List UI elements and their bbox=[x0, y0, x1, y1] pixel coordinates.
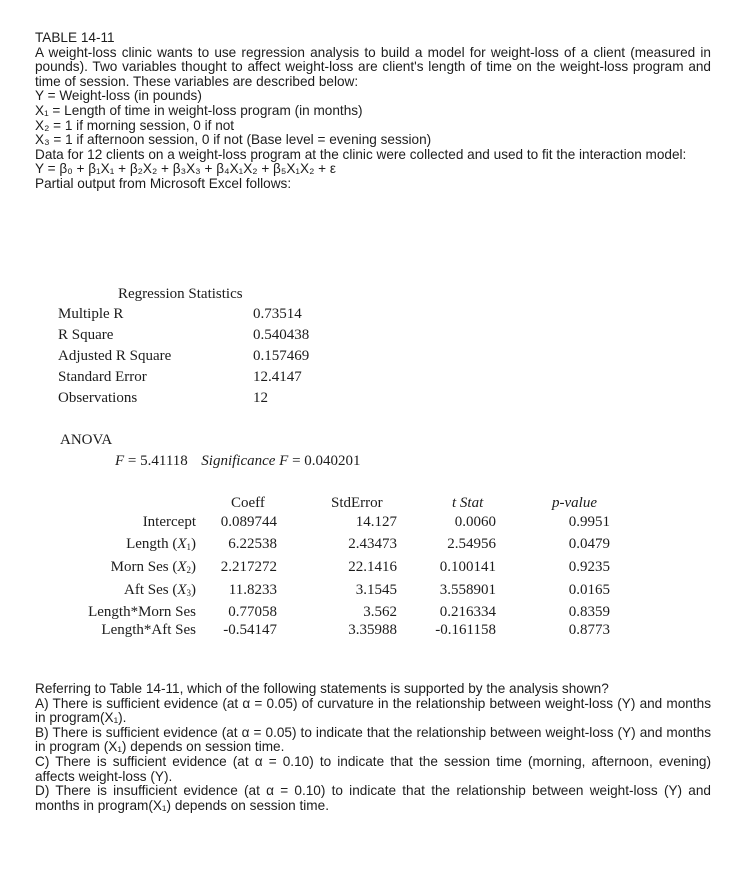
option-b: B) There is sufficient evidence (at α = 0.05) to indicate that the relationship between weight-loss (Y) and months in program (X₁) depends on session time. bbox=[35, 724, 711, 755]
option-a: A) There is sufficient evidence (at α = 0.05) of curvature in the relationship between weight-loss (Y) and months in program(X₁). bbox=[35, 695, 711, 726]
stat-label: Multiple R bbox=[58, 306, 124, 322]
cell-p-value: 0.8773 bbox=[568, 622, 610, 638]
cell-coeff: -0.54147 bbox=[223, 622, 277, 638]
cell-t-stat: 2.54956 bbox=[447, 536, 496, 552]
stat-value: 0.73514 bbox=[253, 306, 302, 322]
cell-coeff: 6.22538 bbox=[228, 536, 277, 552]
cell-t-stat: 3.558901 bbox=[439, 582, 496, 598]
stat-value: 12 bbox=[253, 390, 268, 406]
cell-stderror: 2.43473 bbox=[348, 536, 397, 552]
variable-x2: X₂ = 1 if morning session, 0 if not bbox=[35, 117, 235, 133]
cell-stderror: 3.35988 bbox=[348, 622, 397, 638]
header-t-stat: t Stat bbox=[452, 495, 484, 511]
cell-t-stat: 0.0060 bbox=[454, 514, 496, 530]
table-description: A weight-loss clinic wants to use regression analysis to build a model for weight-loss of a client (measured in pounds). Two variables thought to affect weight-loss are client's length of time on the weight-loss program and time of session. These variables are described below: bbox=[35, 44, 711, 89]
regression-statistics-header: Regression Statistics bbox=[118, 286, 243, 302]
question-stem: Referring to Table 14-11, which of the following statements is supported by the analysis shown? bbox=[35, 681, 609, 696]
cell-t-stat: 0.216334 bbox=[439, 604, 496, 620]
cell-coeff: 0.77058 bbox=[228, 604, 277, 620]
option-c: C) There is sufficient evidence (at α = 0.10) to indicate that the session time (morning, afternoon, evening) affects weight-loss (Y). bbox=[35, 753, 711, 784]
header-p-value: p-value bbox=[552, 495, 597, 511]
cell-p-value: 0.8359 bbox=[568, 604, 610, 620]
stat-value: 0.540438 bbox=[253, 327, 310, 343]
stat-label: Standard Error bbox=[58, 369, 147, 385]
cell-stderror: 14.127 bbox=[355, 514, 397, 530]
header-coeff: Coeff bbox=[231, 495, 265, 511]
anova-f-line bbox=[115, 451, 361, 472]
cell-stderror: 3.1545 bbox=[355, 582, 397, 598]
cell-coeff: 11.8233 bbox=[228, 582, 277, 598]
stat-value: 12.4147 bbox=[253, 369, 302, 385]
table-title: TABLE 14-11 bbox=[35, 30, 115, 45]
cell-t-stat: 0.100141 bbox=[439, 559, 496, 575]
cell-p-value: 0.0165 bbox=[568, 582, 610, 598]
table-intro bbox=[35, 31, 711, 192]
header-stderror: StdError bbox=[331, 495, 383, 511]
stat-label: R Square bbox=[58, 327, 114, 343]
variable-x3: X₃ = 1 if afternoon session, 0 if not (Base level = evening session) bbox=[35, 132, 432, 148]
row-label: Length*Morn Ses bbox=[88, 604, 196, 620]
cell-coeff: 2.217272 bbox=[220, 559, 277, 575]
cell-p-value: 0.0479 bbox=[568, 536, 610, 552]
row-label: Length*Aft Ses bbox=[101, 622, 196, 638]
data-sentence: Data for 12 clients on a weight-loss program at the clinic were collected and used to fit the interaction model: bbox=[35, 146, 687, 162]
cell-t-stat: -0.161158 bbox=[435, 622, 496, 638]
row-label: Morn Ses $(X_2)$ bbox=[110, 559, 196, 575]
stat-label: Adjusted R Square bbox=[58, 348, 172, 364]
significance-f-label: Significance F bbox=[201, 453, 289, 469]
cell-p-value: 0.9951 bbox=[568, 514, 610, 530]
cell-stderror: 22.1416 bbox=[348, 559, 397, 575]
regression-model: Y = β₀ + β₁X₁ + β₂X₂ + β₃X₃ + β₄X₁X₂ + β₅X₁X₂ + ε bbox=[35, 161, 336, 177]
f-value: = 5.41118 bbox=[127, 453, 188, 469]
partial-output-note: Partial output from Microsoft Excel follows: bbox=[35, 175, 292, 191]
f-label: F bbox=[115, 453, 125, 469]
anova-title: ANOVA bbox=[60, 432, 113, 448]
stat-value: 0.157469 bbox=[253, 348, 310, 364]
cell-stderror: 3.562 bbox=[363, 604, 397, 620]
row-label: Intercept bbox=[142, 514, 196, 530]
row-label: Aft Ses $(X_3)$ bbox=[124, 582, 196, 598]
significance-f-value: = 0.040201 bbox=[292, 453, 361, 469]
cell-p-value: 0.9235 bbox=[568, 559, 610, 575]
stat-label: Observations bbox=[58, 390, 138, 406]
option-d: D) There is insufficient evidence (at α = 0.10) to indicate that the relationship between weight-loss (Y) and months in program(X₁) depends on session time. bbox=[35, 783, 711, 813]
question-block bbox=[35, 682, 711, 813]
cell-coeff: 0.089744 bbox=[220, 514, 277, 530]
variable-y: Y = Weight-loss (in pounds) bbox=[35, 88, 202, 104]
variable-x1: X₁ = Length of time in weight-loss program (in months) bbox=[35, 102, 363, 118]
row-label: Length $(X_1)$ bbox=[126, 536, 196, 552]
